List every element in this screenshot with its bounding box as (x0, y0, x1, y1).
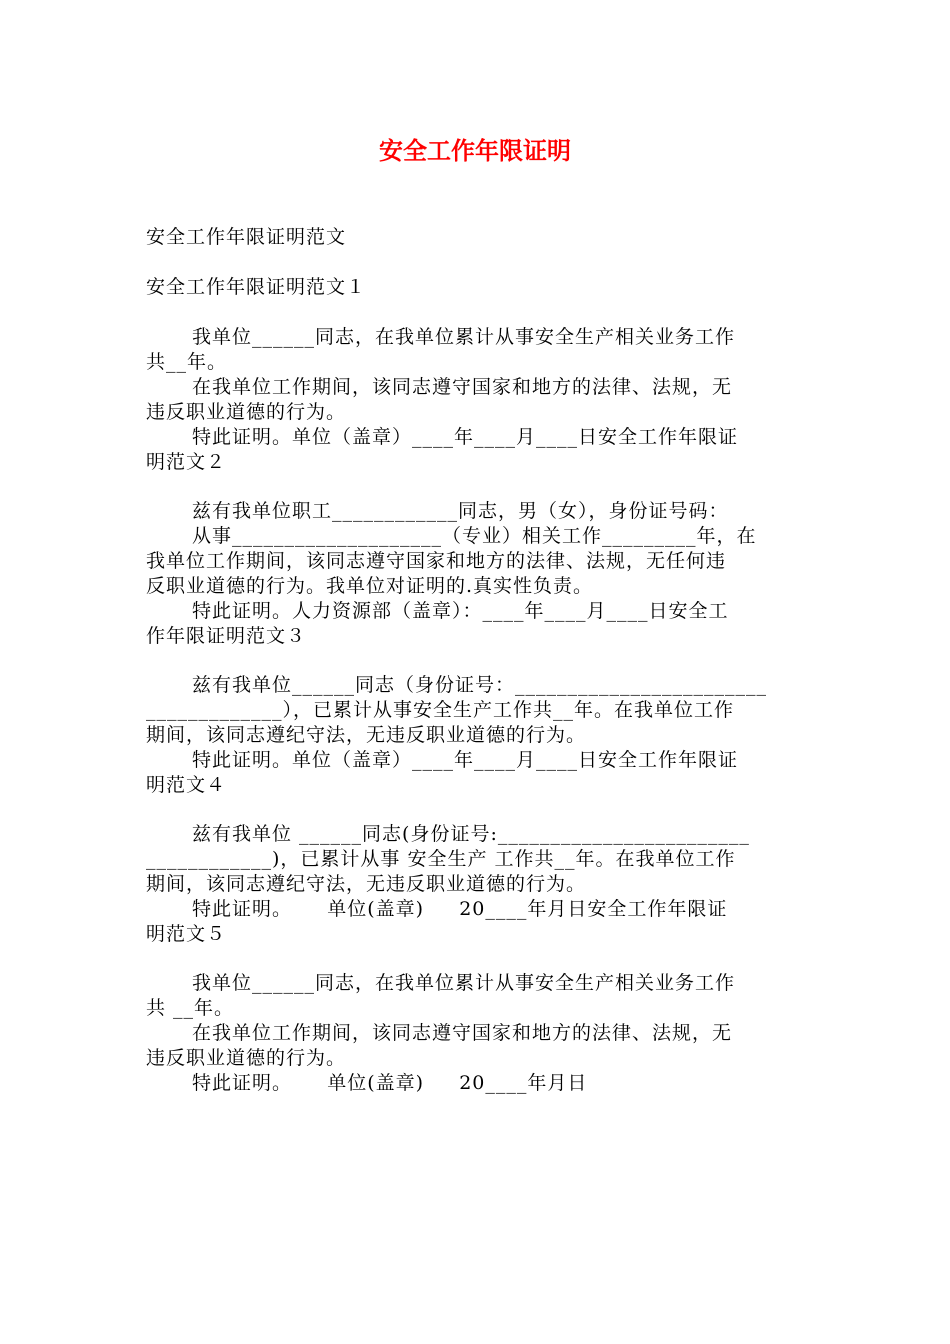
text-line: 违反职业道德的行为。 (146, 401, 347, 423)
text-line: 违反职业道德的行为。 (146, 1047, 347, 1069)
text-line: 兹有我单位职工____________同志，男（女），身份证号码： (192, 500, 729, 522)
text-line: 在我单位工作期间，该同志遵守国家和地方的法律、法规，无 (192, 1022, 733, 1044)
text-line: 明范文５ (146, 923, 227, 945)
text-line: 特此证明。单位（盖章）____年____月____日安全工作年限证 (192, 426, 739, 448)
text-line: 反职业道德的行为。我单位对证明的.真实性负责。 (146, 575, 594, 597)
text-line: 特此证明。 单位(盖章) 20____年月日 (192, 1072, 588, 1094)
section-heading-1: 安全工作年限证明范文１ (146, 276, 367, 298)
text-line: ____________)，已累计从事 安全生产 工作共__年。在我单位工作 (146, 848, 736, 870)
text-line: 明范文２ (146, 451, 227, 473)
text-line: 兹有我单位 ______同志(身份证号:________________________ (192, 823, 750, 845)
text-line: 明范文４ (146, 774, 227, 796)
text-line: 期间，该同志遵纪守法，无违反职业道德的行为。 (146, 873, 587, 895)
text-line: _____________），已累计从事安全生产工作共__年。在我单位工作 (146, 699, 735, 721)
text-line: 共__年。 (146, 351, 228, 373)
text-line: 从事____________________（专业）相关工作_________年，在 (192, 525, 757, 547)
text-line: 共 __年。 (146, 997, 235, 1019)
text-line: 特此证明。 单位(盖章) 20____年月日安全工作年限证 (192, 898, 728, 920)
text-line: 特此证明。单位（盖章）____年____月____日安全工作年限证 (192, 749, 739, 771)
text-line: 兹有我单位______同志（身份证号：________________________ (192, 674, 768, 696)
heading-line: 安全工作年限证明范文 (146, 226, 347, 248)
text-line: 在我单位工作期间，该同志遵守国家和地方的法律、法规，无 (192, 376, 733, 398)
document-title: 安全工作年限证明 (379, 137, 571, 165)
text-line: 我单位______同志，在我单位累计从事安全生产相关业务工作 (192, 972, 736, 994)
text-line: 期间，该同志遵纪守法，无违反职业道德的行为。 (146, 724, 587, 746)
text-line: 我单位工作期间，该同志遵守国家和地方的法律、法规，无任何违 (146, 550, 727, 572)
text-line: 作年限证明范文３ (146, 625, 307, 647)
text-line: 我单位______同志，在我单位累计从事安全生产相关业务工作 (192, 326, 736, 348)
text-line: 特此证明。人力资源部（盖章）：____年____月____日安全工 (192, 600, 729, 622)
